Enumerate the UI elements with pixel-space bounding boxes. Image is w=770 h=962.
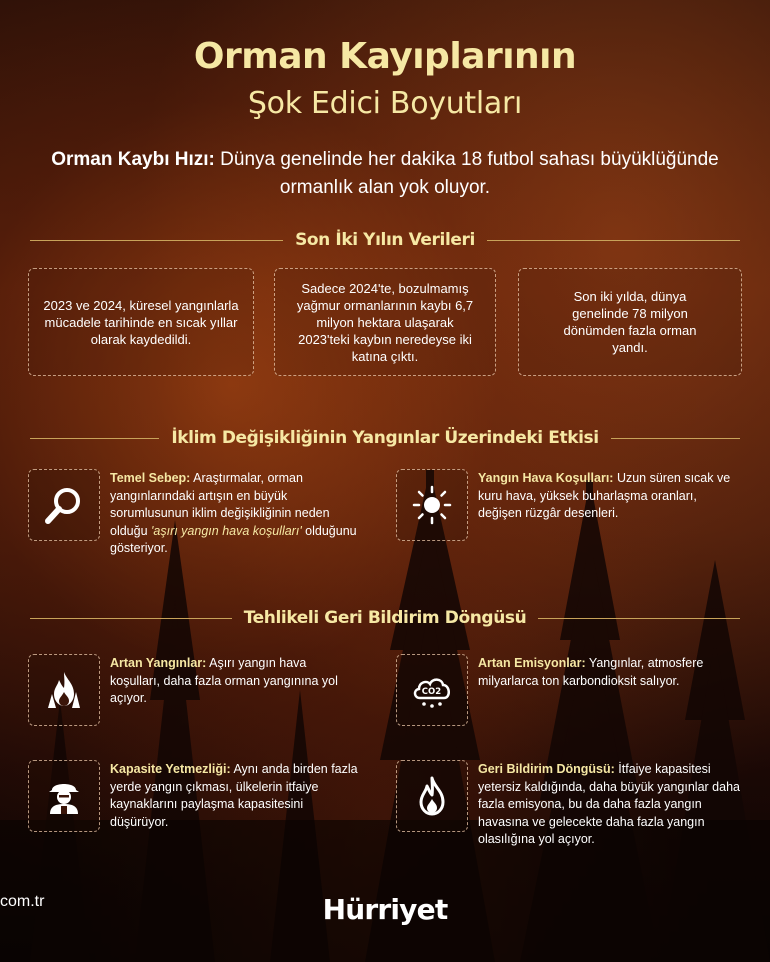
stat-box-2 xyxy=(274,268,496,376)
item-body: Aşırı yangın hava koşulları, daha fazla orman yangınına yol açıyor. xyxy=(110,656,338,705)
item-quote: 'aşırı yangın hava koşulları' xyxy=(151,523,302,538)
item-increasing-emissions xyxy=(396,654,741,726)
item-body-end: olduğunu gösteriyor. xyxy=(110,523,357,555)
item-body: Araştırmalar, orman yangınlarındaki artışın en büyük sorumlusunun iklim değişikliğinin neden olduğu xyxy=(110,471,330,538)
section-title-text: İklim Değişikliğinin Yangınlar Üzerindeki Etkisi xyxy=(171,428,599,448)
section-title-climate-impact xyxy=(30,426,740,450)
item-body: Uzun süren sıcak ve kuru hava, yüksek buharlaşma oranları, değişen rüzgâr desenleri. xyxy=(478,471,731,520)
forest-fire-icon xyxy=(42,668,86,712)
item-lead: Yangın Hava Koşulları: xyxy=(478,471,614,485)
item-lead: Geri Bildirim Döngüsü: xyxy=(478,762,615,776)
item-body: İtfaiye kapasitesi yetersiz kaldığında, daha büyük yangınlar daha fazla emisyona, bu da daha fazla yangın havasına ve gelecekte daha fazla yangın olasılığına yol açıyor. xyxy=(478,762,740,846)
stat-text: Son iki yılda, dünya genelinde 78 milyon dönümden fazla orman yandı. xyxy=(563,289,697,355)
item-fire-weather xyxy=(396,469,741,541)
item-lead: Artan Yangınlar: xyxy=(110,656,207,670)
section-title-text: Tehlikeli Geri Bildirim Döngüsü xyxy=(243,608,527,628)
item-text xyxy=(110,760,358,832)
section-title-feedback-loop xyxy=(30,606,740,630)
item-increasing-fires xyxy=(28,654,348,726)
item-text xyxy=(110,469,358,558)
stat-text: 2023 ve 2024, küresel yangınlarla mücadele tarihinde en sıcak yıllar olarak kaydedildi. xyxy=(43,297,239,347)
stat-box-3 xyxy=(518,268,742,376)
co2-label: CO2 xyxy=(421,687,442,697)
main-subtitle: Şok Edici Boyutları xyxy=(247,86,523,121)
flame-icon xyxy=(410,774,454,818)
item-body: Yangınlar, atmosfere milyarlarca ton karbondioksit salıyor. xyxy=(478,656,704,688)
brand-logo xyxy=(0,893,770,926)
icon-frame xyxy=(396,760,468,832)
sun-icon xyxy=(410,483,454,527)
item-text xyxy=(478,760,741,849)
item-text xyxy=(110,654,348,726)
section-title-recent-data xyxy=(30,228,740,252)
section-title-text: Son İki Yılın Verileri xyxy=(295,230,475,250)
main-title: Orman Kayıplarının xyxy=(193,36,577,77)
divider-line xyxy=(30,438,159,439)
co2-cloud-icon xyxy=(410,668,454,712)
intro-paragraph xyxy=(40,146,730,202)
brand-domain: com.tr xyxy=(0,893,45,910)
item-lead: Artan Emisyonlar: xyxy=(478,656,586,670)
divider-line xyxy=(30,618,232,619)
item-lead: Temel Sebep: xyxy=(110,471,191,485)
magnifier-icon xyxy=(42,483,86,527)
intro-text: Dünya genelinde her dakika 18 futbol sahası büyüklüğünde ormanlık alan yok oluyor. xyxy=(214,149,719,198)
item-text xyxy=(478,469,741,541)
stat-text: Sadece 2024'te, bozulmamış yağmur ormanlarının kaybı 6,7 milyon hektara ulaşarak 2023'teki kaybın neredeyse iki katına çıktı. xyxy=(296,280,474,364)
item-text xyxy=(478,654,741,726)
icon-frame xyxy=(28,469,100,541)
item-capacity-shortage xyxy=(28,760,358,832)
divider-line xyxy=(538,618,740,619)
divider-line xyxy=(611,438,740,439)
icon-frame xyxy=(396,469,468,541)
firefighter-icon xyxy=(42,774,86,818)
divider-line xyxy=(487,240,740,241)
icon-frame xyxy=(28,654,100,726)
intro-lead: Orman Kaybı Hızı: xyxy=(51,149,215,170)
icon-frame xyxy=(28,760,100,832)
divider-line xyxy=(30,240,283,241)
item-lead: Kapasite Yetmezliği: xyxy=(110,762,231,776)
item-feedback-loop xyxy=(396,760,741,849)
item-body: Aynı anda birden fazla yerde yangın çıkması, ülkelerin itfaiye kaynaklarını paylaşma kapasitesini düşürüyor. xyxy=(110,762,358,829)
stat-box-1 xyxy=(28,268,254,376)
brand-name: Hürriyet xyxy=(322,893,448,926)
icon-frame xyxy=(396,654,468,726)
item-root-cause xyxy=(28,469,358,558)
